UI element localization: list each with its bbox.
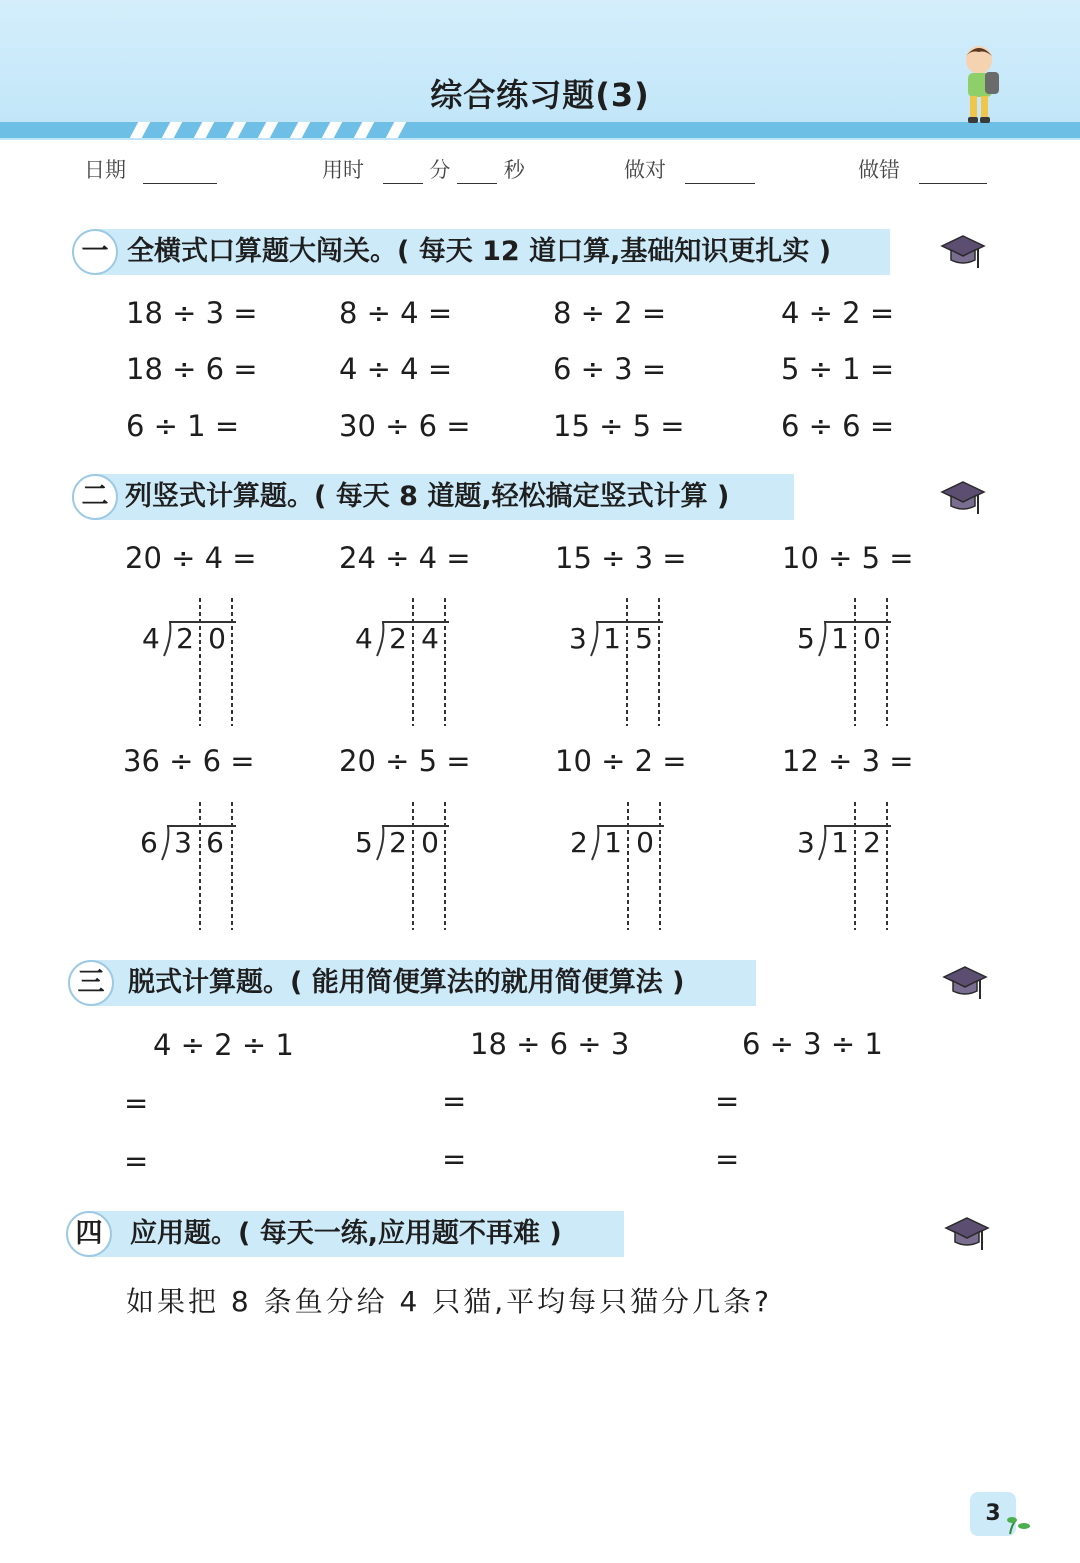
long-division-frame [567,598,687,728]
dividend-digit: 1 [603,622,621,655]
date-label: 日期 [84,158,126,182]
wrong-blank[interactable] [919,165,987,184]
graduation-cap-icon [940,234,986,272]
correct-field [624,154,755,184]
long-division-frame [140,598,260,728]
stepwise-problem: 4 ÷ 2 ÷ 1 [153,1028,294,1062]
equals-sign: = [442,1084,467,1118]
divisor: 6 [140,826,158,859]
sprout-icon [1004,1512,1040,1536]
oral-item: 18 ÷ 6 = [126,352,258,386]
equals-sign: = [715,1142,740,1176]
equals-sign: = [715,1084,740,1118]
long-division[interactable] [568,802,688,932]
dividend-digit: 0 [208,622,226,655]
vertical-problem: 36 ÷ 6 = [123,744,255,778]
stepwise-problem: 6 ÷ 3 ÷ 1 [742,1027,883,1061]
long-division[interactable] [138,802,258,932]
dividend-digit: 2 [863,826,881,859]
vertical-problem: 20 ÷ 5 = [339,744,471,778]
dividend-digit: 1 [604,826,622,859]
oral-item: 6 ÷ 3 = [553,352,667,386]
wrong-field [858,154,987,184]
section-2-title: 列竖式计算题。( 每天 8 道题,轻松搞定竖式计算 ) [125,481,730,512]
dividend-digit: 1 [831,826,849,859]
section-3-number: 三 [68,960,114,1006]
equals-sign: = [124,1144,149,1178]
dividend-digit: 1 [831,622,849,655]
graduation-cap-icon [942,965,988,1003]
section-4-number: 四 [66,1211,112,1257]
correct-blank[interactable] [685,165,755,184]
long-division[interactable] [795,598,915,728]
time-field [322,154,525,184]
dividend-digit: 0 [421,826,439,859]
long-division-frame [795,802,915,932]
divisor: 2 [570,826,588,859]
divisor: 4 [355,622,373,655]
vertical-problem: 20 ÷ 4 = [125,541,257,575]
vertical-problem: 12 ÷ 3 = [782,744,914,778]
vertical-problem: 10 ÷ 5 = [782,541,914,575]
divisor: 3 [797,826,815,859]
long-division[interactable] [795,802,915,932]
dividend-digit: 0 [863,622,881,655]
equals-sign: = [442,1142,467,1176]
section-3-title: 脱式计算题。( 能用简便算法的就用简便算法 ) [128,967,685,998]
oral-item: 8 ÷ 4 = [339,296,453,330]
oral-item: 4 ÷ 2 = [781,296,895,330]
oral-item: 5 ÷ 1 = [781,352,895,386]
dividend-digit: 6 [206,826,224,859]
oral-item: 30 ÷ 6 = [339,409,471,443]
second-blank[interactable] [457,165,497,184]
long-division[interactable] [353,802,473,932]
long-division-frame [138,802,258,932]
oral-item: 4 ÷ 4 = [339,352,453,386]
long-division-frame [353,802,473,932]
divisor: 4 [142,622,160,655]
vertical-problem: 15 ÷ 3 = [555,541,687,575]
wrong-label: 做错 [858,158,900,182]
minute-blank[interactable] [383,165,423,184]
date-field [84,154,217,184]
page-title: 综合练习题(3) [430,76,650,114]
time-label: 用时 [322,158,364,182]
long-division[interactable] [353,598,473,728]
boy-illustration [955,44,1010,128]
oral-item: 8 ÷ 2 = [553,296,667,330]
equals-sign: = [124,1086,149,1120]
stripe-pattern [130,122,420,138]
divisor: 5 [355,826,373,859]
dividend-digit: 4 [421,622,439,655]
vertical-problem: 24 ÷ 4 = [339,541,471,575]
dividend-digit: 2 [389,826,407,859]
oral-item: 15 ÷ 5 = [553,409,685,443]
oral-item: 6 ÷ 6 = [781,409,895,443]
second-label: 秒 [503,158,525,182]
long-division-frame [353,598,473,728]
graduation-cap-icon [944,1216,990,1254]
date-blank[interactable] [143,165,217,184]
dividend-digit: 0 [636,826,654,859]
dividend-digit: 5 [635,622,653,655]
dividend-digit: 2 [389,622,407,655]
dividend-digit: 2 [176,622,194,655]
long-division[interactable] [140,598,260,728]
minute-label: 分 [429,158,451,182]
section-1-number: 一 [72,229,118,275]
oral-item: 6 ÷ 1 = [126,409,240,443]
graduation-cap-icon [940,480,986,518]
section-4-title: 应用题。( 每天一练,应用题不再难 ) [130,1218,562,1249]
long-division[interactable] [567,598,687,728]
correct-label: 做对 [624,158,666,182]
word-problem: 如果把 8 条鱼分给 4 只猫,平均每只猫分几条? [126,1285,772,1318]
divisor: 3 [569,622,587,655]
divisor: 5 [797,622,815,655]
oral-item: 18 ÷ 3 = [126,296,258,330]
long-division-frame [568,802,688,932]
section-1-title: 全横式口算题大闯关。( 每天 12 道口算,基础知识更扎实 ) [127,236,832,267]
dividend-digit: 3 [174,826,192,859]
section-2-number: 二 [72,474,118,520]
vertical-problem: 10 ÷ 2 = [555,744,687,778]
long-division-frame [795,598,915,728]
stepwise-problem: 18 ÷ 6 ÷ 3 [470,1027,630,1061]
page-number: 3 [970,1492,1016,1536]
